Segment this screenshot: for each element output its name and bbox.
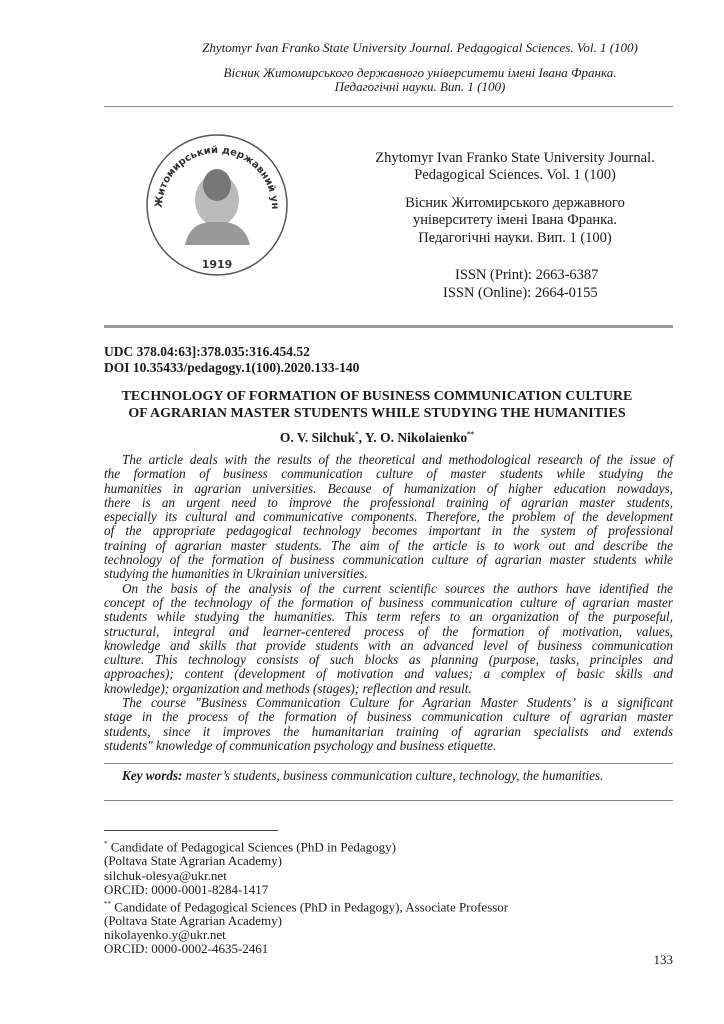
issn-online: ISSN (Online): 2664-0155 xyxy=(443,285,598,301)
footnote-line xyxy=(104,942,508,956)
journal-title-uk-2: університету імені Івана Франка. xyxy=(412,212,618,228)
journal-title-en-2: Pedagogical Sciences. Vol. 1 (100) xyxy=(414,167,616,183)
abstract xyxy=(104,453,673,753)
abstract-line: stage in the process of the formation of business communication culture of agrarian master xyxy=(104,709,673,725)
abstract-line: studying the humanities in Ukrainian universities. xyxy=(104,566,368,582)
doi: DOI 10.35433/pedagogy.1(100).2020.133-140 xyxy=(104,360,360,375)
keywords-top-divider xyxy=(104,763,673,764)
author-name: Y. O. Nikolaienko xyxy=(364,430,468,445)
footnote-line xyxy=(104,837,508,854)
svg-text:Житомирський державний універс: Житомирський державний ун xyxy=(153,144,281,210)
abstract-line: approaches); content (development of motivation and values; a complex of basic skills and xyxy=(104,666,673,682)
footnote-line xyxy=(104,854,508,868)
footnote-line xyxy=(104,928,508,942)
abstract-line: knowledge and skills that provide students with an advanced level of business communication xyxy=(104,637,673,653)
abstract-line: knowledge); organization and methods (stages); reflection and result. xyxy=(104,680,472,696)
footnote-text: ORCID: 0000-0001-8284-1417 xyxy=(104,881,269,897)
running-header-ukrainian-2: Педагогічні науки. Вип. 1 (100) xyxy=(334,79,506,94)
author-name: O. V. Silchuk xyxy=(279,430,356,445)
abstract-line: students while studying the humanities. This term refers to an organization of the purposeful, xyxy=(104,609,673,625)
journal-title-en-1: Zhytomyr Ivan Franko State University Journal. xyxy=(375,150,655,166)
article-title-line-2: OF AGRARIAN MASTER STUDENTS WHILE STUDYING THE HUMANITIES xyxy=(128,406,626,421)
keywords xyxy=(122,768,603,784)
journal-title-uk-3: Педагогічні науки. Вип. 1 (100) xyxy=(418,230,612,246)
footnote-text: nikolayenko.y@ukr.net xyxy=(104,927,226,943)
issn-print: ISSN (Print): 2663-6387 xyxy=(455,267,599,283)
footnote-text: Candidate of Pedagogical Sciences (PhD in Pedagogy), Associate Professor xyxy=(114,899,509,915)
abstract-line: humanities in agrarian universities. Because of humanization of higher education nowadays, xyxy=(104,480,673,496)
footnote-line xyxy=(104,869,508,883)
footnotes xyxy=(104,837,508,956)
author-footnote-mark: ** xyxy=(467,430,475,439)
authors: O. V. Silchuk*, Y. O. Nikolaienko** xyxy=(279,430,475,445)
abstract-line: concept of the technology of the formation of business communication culture of agrarian master xyxy=(104,594,673,610)
keywords-label: Key words: xyxy=(122,768,183,783)
footnote-text: Candidate of Pedagogical Sciences (PhD in Pedagogy) xyxy=(110,839,396,855)
abstract-line: there is an urgent need to improve the professional training of agrarian master students, xyxy=(104,494,673,510)
footnote-line xyxy=(104,897,508,914)
abstract-line: The course "Business Communication Culture for Agrarian Master Students’ is a significant xyxy=(122,695,673,711)
abstract-line: culture. This technology consists of such blocks as planning (purpose, tasks, principles and xyxy=(104,652,673,668)
footnote-line xyxy=(104,883,508,897)
running-header-ukrainian-1: Вісник Житомирського державного університети імені Івана Франка. xyxy=(223,65,617,80)
footnote-text: (Poltava State Agrarian Academy) xyxy=(104,913,282,929)
article-title-line-1: TECHNOLOGY OF FORMATION OF BUSINESS COMMUNICATION CULTURE xyxy=(121,389,633,404)
footnote-mark: * xyxy=(104,840,108,848)
masthead-divider xyxy=(104,325,673,328)
abstract-line: training of agrarian master students. The aim of the article is to work out and describe the xyxy=(104,537,673,553)
abstract-line: students, since it improves the humanitarian training of agrarian specialists and extends xyxy=(104,723,673,739)
abstract-line: On the basis of the analysis of the current scientific sources the authors have identified the xyxy=(122,580,673,596)
journal-title-uk-1: Вісник Житомирського державного xyxy=(405,195,625,211)
footnote-text: ORCID: 0000-0002-4635-2461 xyxy=(104,941,269,957)
running-header-english: Zhytomyr Ivan Franko State University Journal. Pedagogical Sciences. Vol. 1 (100) xyxy=(202,40,638,55)
university-logo xyxy=(140,130,295,280)
abstract-line: structural, integral and learner-centered process of the formation of motivation, values, xyxy=(104,623,673,639)
abstract-line: students" knowledge of communication psychology and business etiquette. xyxy=(104,737,497,753)
footnote-text: (Poltava State Agrarian Academy) xyxy=(104,853,282,869)
keywords-text: master’s students, business communication culture, technology, the humanities. xyxy=(182,768,604,783)
header-divider xyxy=(104,106,673,107)
abstract-line: technology of the formation of business communication culture of agrarian master students while xyxy=(104,552,673,568)
abstract-line: especially its cultural and communicative components. Therefore, the problem of the development xyxy=(104,509,673,525)
footnote-mark: ** xyxy=(104,899,111,908)
abstract-line: The article deals with the results of the theoretical and methodological research of the issue of xyxy=(122,452,673,467)
page-number: 133 xyxy=(653,952,673,967)
abstract-line: of the appropriate pedagogical technology becomes important in the system of professional xyxy=(104,523,673,539)
author-footnote-mark: * xyxy=(355,430,359,439)
footnote-divider xyxy=(104,830,278,831)
udc-code: UDC 378.04:63]:378.035:316.454.52 xyxy=(104,344,310,359)
abstract-line: the formation of business communication culture of master students while studying the xyxy=(104,466,673,482)
logo-year: 1919 xyxy=(201,258,233,271)
footnote-line xyxy=(104,914,508,928)
keywords-bottom-divider xyxy=(104,800,673,801)
footnote-text: silchuk-olesya@ukr.net xyxy=(104,867,227,883)
